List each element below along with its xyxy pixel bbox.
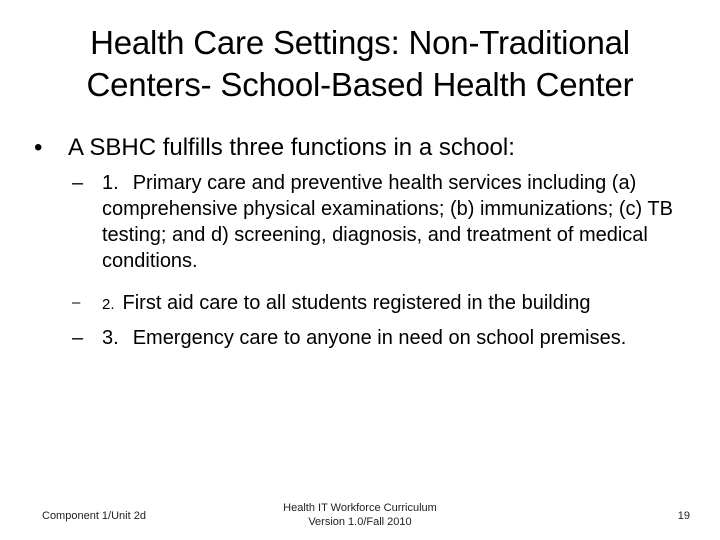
main-bullet-text: A SBHC fulfills three functions in a school:: [68, 134, 515, 161]
sub-item-2-text: First aid care to all students registered in the building: [122, 292, 591, 314]
sub-item-1-body: [72, 170, 702, 274]
dash-icon: –: [72, 294, 81, 311]
title-line-1: Health Care Settings: Non-Traditional: [90, 24, 630, 61]
title-line-2: Centers- School-Based Health Center: [86, 66, 634, 103]
footer-curriculum-line-2: Version 1.0/Fall 2010: [308, 516, 412, 528]
main-bullet: [30, 133, 690, 163]
sub-item-1-number: 1.: [102, 172, 119, 194]
sub-item-1: [72, 170, 702, 274]
dash-icon: –: [72, 172, 84, 194]
page-number: 19: [677, 510, 690, 522]
bullet-dot-icon: •: [34, 134, 43, 161]
sub-item-2: [72, 290, 702, 318]
sub-item-1-text: Primary care and preventive health services including (a) comprehensive physical examinations; (b) immunizations; (c) TB testing; and d) screening, diagnosis, and treatment of medical conditions.: [102, 172, 673, 272]
dash-icon: –: [72, 327, 84, 349]
sub-item-3-body: [72, 325, 702, 351]
slide-title: [36, 22, 684, 106]
footer-curriculum-line-1: Health IT Workforce Curriculum: [283, 502, 437, 514]
sub-item-3-number: 3.: [102, 327, 119, 349]
footer-component-label: Component 1/Unit 2d: [42, 510, 146, 522]
sub-item-2-body: [72, 290, 702, 318]
sub-item-3: [72, 325, 702, 351]
sub-item-3-text: Emergency care to anyone in need on school premises.: [132, 327, 627, 349]
footer-curriculum: [260, 501, 460, 529]
sub-item-2-number: 2.: [102, 296, 115, 313]
